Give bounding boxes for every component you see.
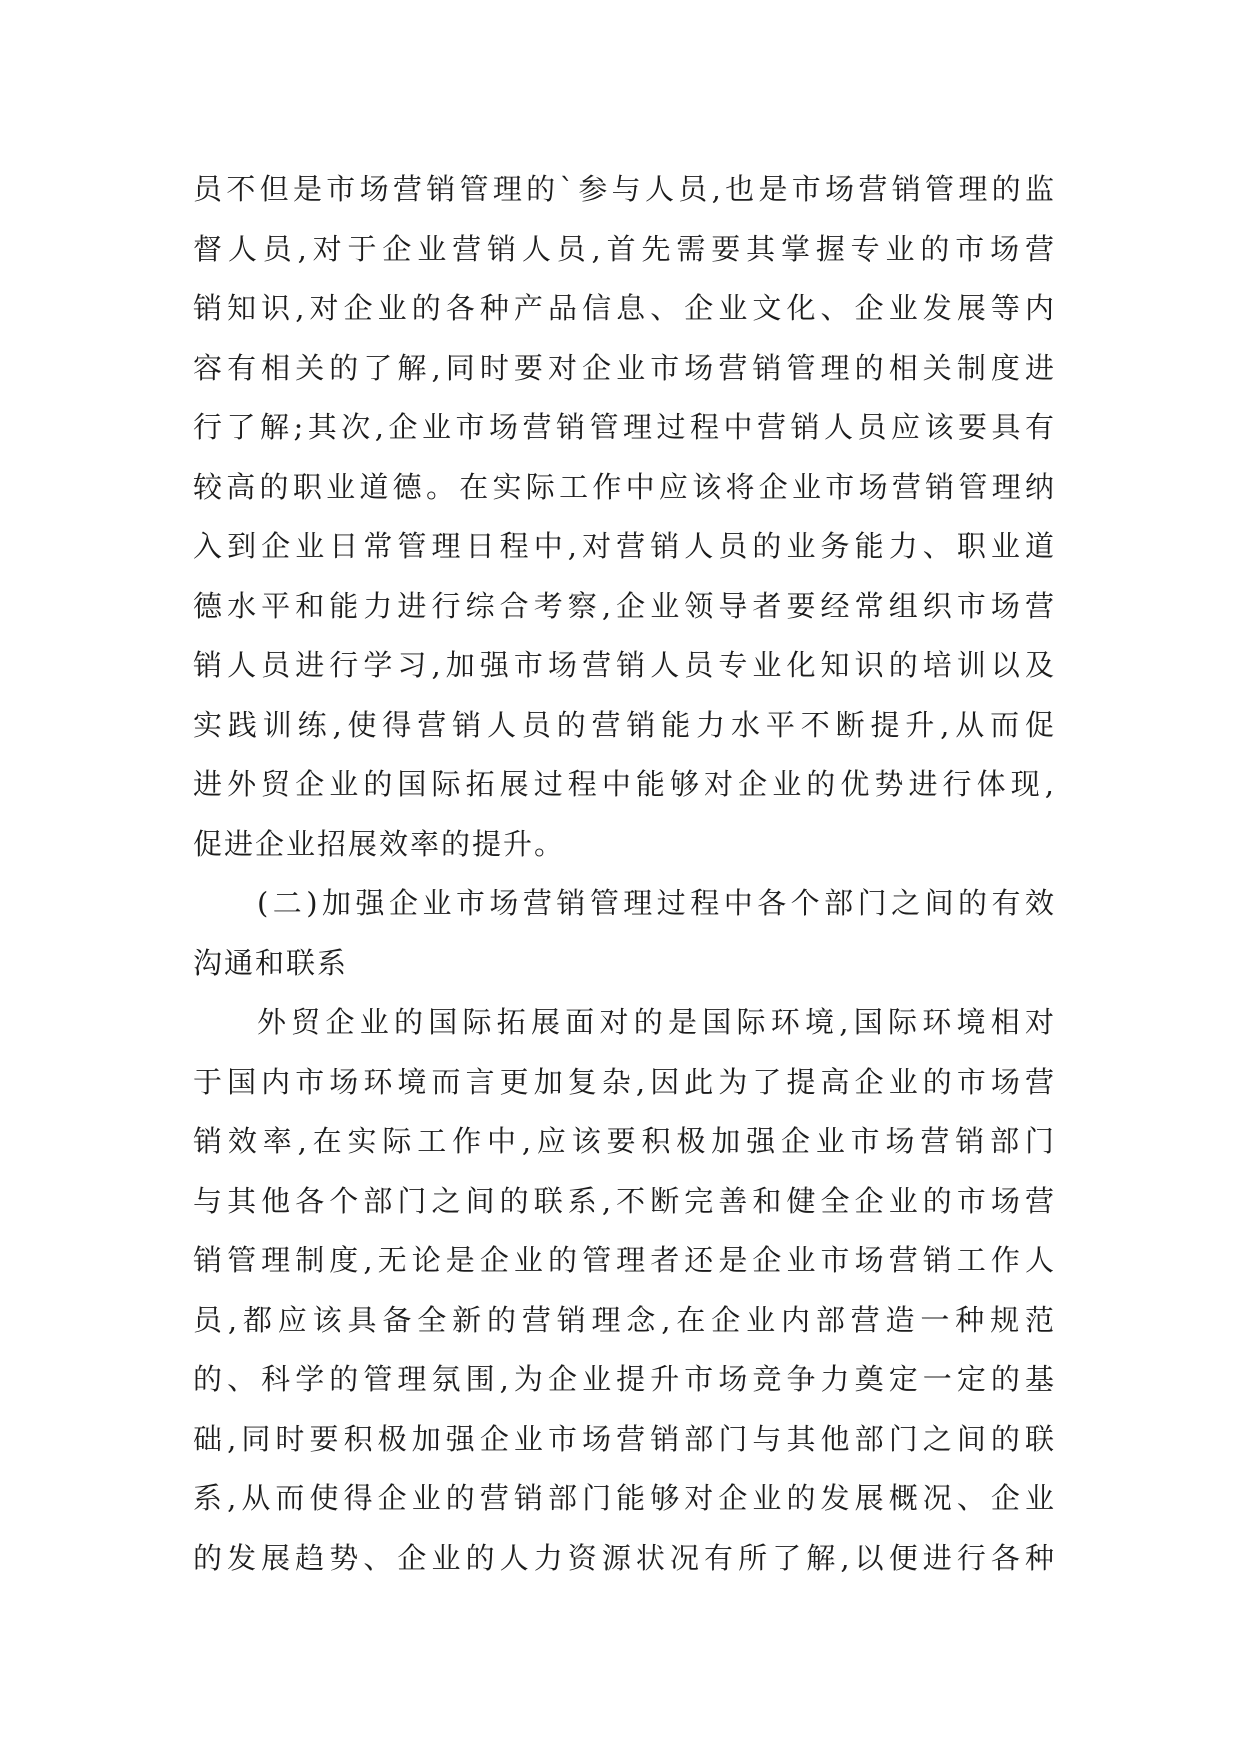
text-line: 销知识,对企业的各种产品信息、企业文化、企业发展等内 <box>193 291 1056 325</box>
text-line: 容有相关的了解,同时要对企业市场营销管理的相关制度进 <box>193 350 1056 385</box>
text-line: 外贸企业的国际拓展面对的是国际环境,国际环境相对 <box>257 1005 1056 1039</box>
text-line: 员不但是市场营销管理的`参与人员,也是市场营销管理的监 <box>193 172 1056 206</box>
heading-line: 沟通和联系 <box>193 945 349 980</box>
text-line: 行了解;其次,企业市场营销管理过程中营销人员应该要具有 <box>193 410 1056 444</box>
text-line: 的、科学的管理氛围,为企业提升市场竞争力奠定一定的基 <box>193 1362 1056 1396</box>
text-line: 于国内市场环境而言更加复杂,因此为了提高企业的市场营 <box>193 1064 1056 1099</box>
body-paragraph <box>193 993 1056 1588</box>
text-line: 德水平和能力进行综合考察,企业领导者要经常组织市场营 <box>193 588 1056 623</box>
text-line: 员,都应该具备全新的营销理念,在企业内部营造一种规范 <box>193 1302 1056 1337</box>
body-paragraph <box>193 160 1056 874</box>
text-line: 系,从而使得企业的营销部门能够对企业的发展概况、企业 <box>193 1481 1056 1515</box>
text-line: 督人员,对于企业营销人员,首先需要其掌握专业的市场营 <box>193 231 1056 266</box>
text-line: 促进企业招展效率的提升。 <box>193 826 566 861</box>
text-line: 销管理制度,无论是企业的管理者还是企业市场营销工作人 <box>193 1243 1056 1277</box>
heading-line: (二)加强企业市场营销管理过程中各个部门之间的有效 <box>257 886 1056 920</box>
text-line: 较高的职业道德。在实际工作中应该将企业市场营销管理纳 <box>193 469 1056 504</box>
text-line: 实践训练,使得营销人员的营销能力水平不断提升,从而促 <box>193 707 1056 742</box>
section-heading <box>193 874 1056 993</box>
text-line: 销效率,在实际工作中,应该要积极加强企业市场营销部门 <box>193 1124 1056 1158</box>
text-line: 础,同时要积极加强企业市场营销部门与其他部门之间的联 <box>193 1421 1056 1456</box>
text-line: 的发展趋势、企业的人力资源状况有所了解,以便进行各种 <box>193 1540 1056 1575</box>
text-line: 进外贸企业的国际拓展过程中能够对企业的优势进行体现, <box>193 767 1056 801</box>
text-line: 销人员进行学习,加强市场营销人员专业化知识的培训以及 <box>193 648 1056 682</box>
document-body <box>193 160 1056 1588</box>
text-line: 与其他各个部门之间的联系,不断完善和健全企业的市场营 <box>193 1183 1056 1218</box>
text-line: 入到企业日常管理日程中,对营销人员的业务能力、职业道 <box>193 529 1056 563</box>
